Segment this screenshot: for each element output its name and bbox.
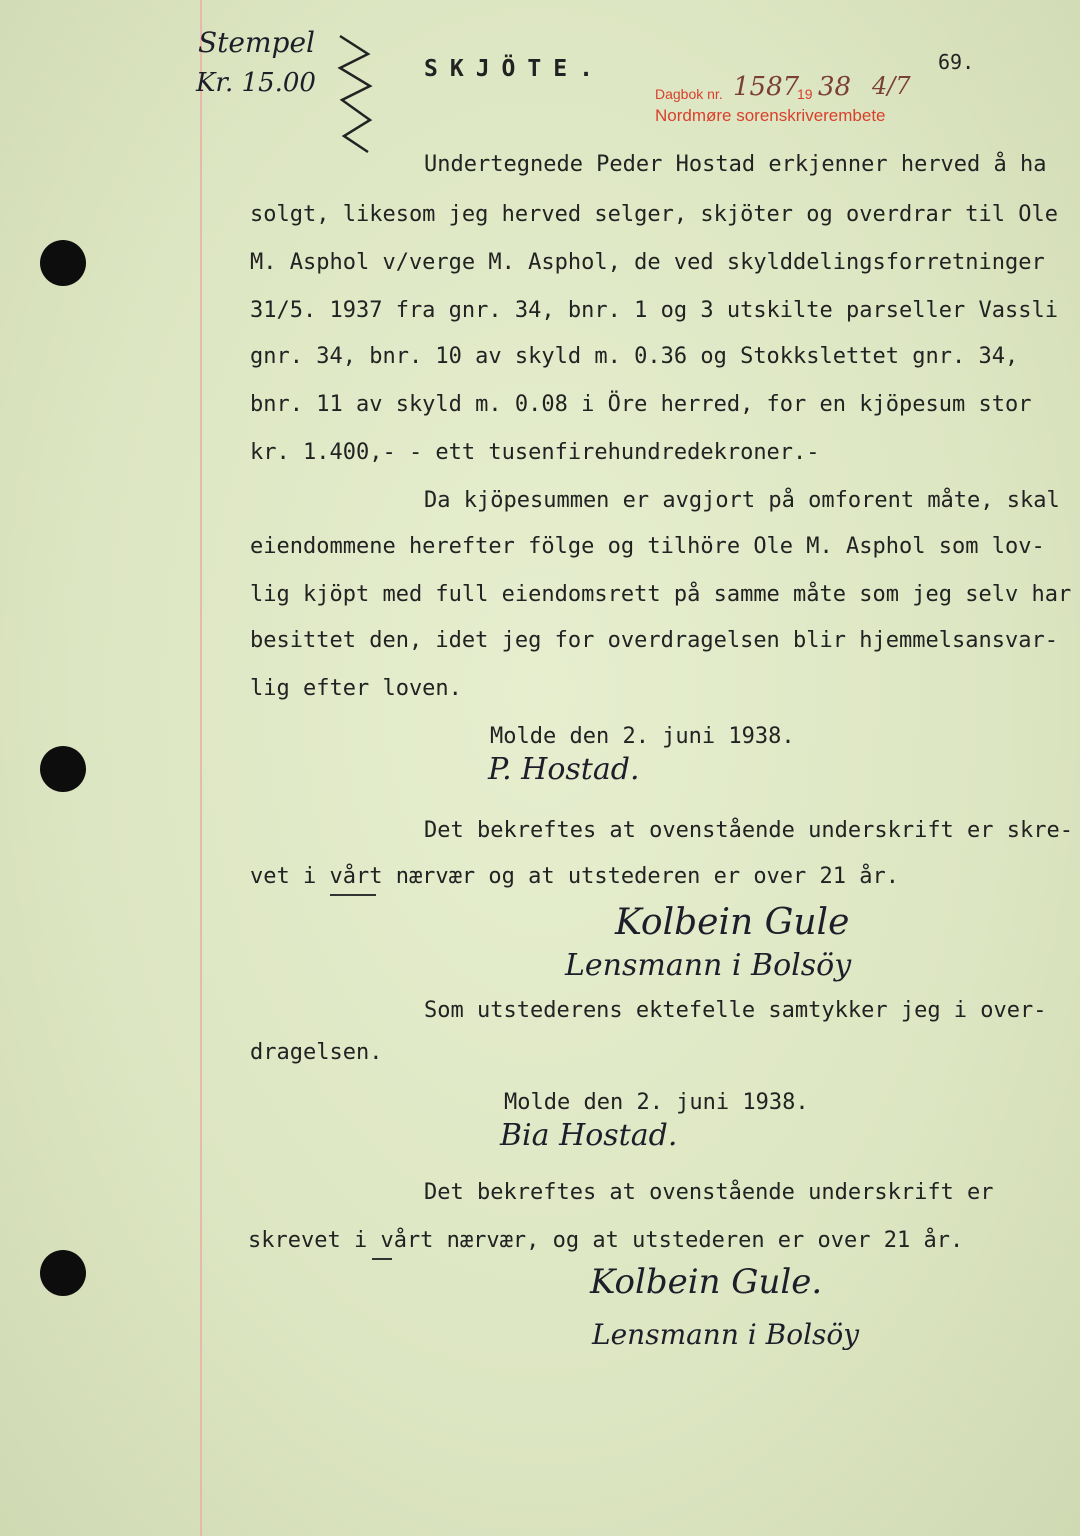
registry-office: Nordmøre sorenskriverembete xyxy=(655,106,886,125)
attest-2-signature: Kolbein Gule. xyxy=(590,1262,823,1302)
underline-mark xyxy=(372,1258,392,1260)
stamp-scribble-icon xyxy=(330,28,380,158)
attest-line: Det bekreftes at ovenstående underskrift er skre- xyxy=(424,818,1074,843)
registry-dagbok-number: 1587 xyxy=(733,72,800,102)
punch-hole-bottom xyxy=(40,1250,86,1296)
body-line: kr. 1.400,- - ett tusenfirehundredekroner.- xyxy=(250,440,820,465)
body-line: Undertegnede Peder Hostad erkjenner herved å ha xyxy=(424,152,1047,177)
body-line: solgt, likesom jeg herved selger, skjöter og overdrar til Ole xyxy=(250,202,1058,227)
body-line: M. Asphol v/verge M. Asphol, de ved skylddelingsforretninger xyxy=(250,250,1045,275)
registry-date: 4/7 xyxy=(872,72,911,100)
punch-hole-top xyxy=(40,240,86,286)
body-line: lig kjöpt med full eiendomsrett på samme måte som jeg selv har xyxy=(250,582,1072,607)
registry-year-prefix: 19 xyxy=(797,86,813,102)
attest-1-title: Lensmann i Bolsöy xyxy=(565,948,852,983)
consent-line: Som utstederens ektefelle samtykker jeg i over- xyxy=(424,998,1047,1023)
body-line: gnr. 34, bnr. 10 av skyld m. 0.36 og Stokkslettet gnr. 34, xyxy=(250,344,1019,369)
margin-rule xyxy=(200,0,202,1536)
consent-line: dragelsen. xyxy=(250,1040,383,1065)
registry-dagbok-label: Dagbok nr. xyxy=(655,86,723,102)
stamp-note-word: Stempel xyxy=(198,26,316,59)
place-date-2: Molde den 2. juni 1938. xyxy=(504,1090,809,1115)
punch-hole-middle xyxy=(40,746,86,792)
page-number: 69. xyxy=(938,50,975,74)
attest-1-signature: Kolbein Gule xyxy=(615,902,850,943)
body-line: bnr. 11 av skyld m. 0.08 i Öre herred, for en kjöpesum stor xyxy=(250,392,1032,417)
body-line: 31/5. 1937 fra gnr. 34, bnr. 1 og 3 utskilte parseller Vassli xyxy=(250,298,1058,323)
signature-2: Bia Hostad. xyxy=(500,1118,678,1153)
attest-2-title: Lensmann i Bolsöy xyxy=(592,1318,860,1351)
body-line: lig efter loven. xyxy=(250,676,462,701)
stamp-note-amount: Kr. 15.00 xyxy=(196,68,316,98)
place-date-1: Molde den 2. juni 1938. xyxy=(490,724,795,749)
registry-year: 38 xyxy=(818,72,852,102)
body-line: besittet den, idet jeg for overdragelsen blir hjemmelsansvar- xyxy=(250,628,1058,653)
underline-mark xyxy=(330,894,376,896)
attest-line: vet i vårt nærvær og at utstederen er over 21 år. xyxy=(250,864,900,889)
attest-line: skrevet i vårt nærvær, og at utstederen er over 21 år. xyxy=(248,1228,964,1253)
body-line: Da kjöpesummen er avgjort på omforent måte, skal xyxy=(424,488,1060,513)
body-line: eiendommene herefter fölge og tilhöre Ole M. Asphol som lov- xyxy=(250,534,1045,559)
attest-line: Det bekreftes at ovenstående underskrift er xyxy=(424,1180,994,1205)
signature-1: P. Hostad. xyxy=(488,752,640,787)
document-heading: SKJÖTE. xyxy=(424,56,605,82)
